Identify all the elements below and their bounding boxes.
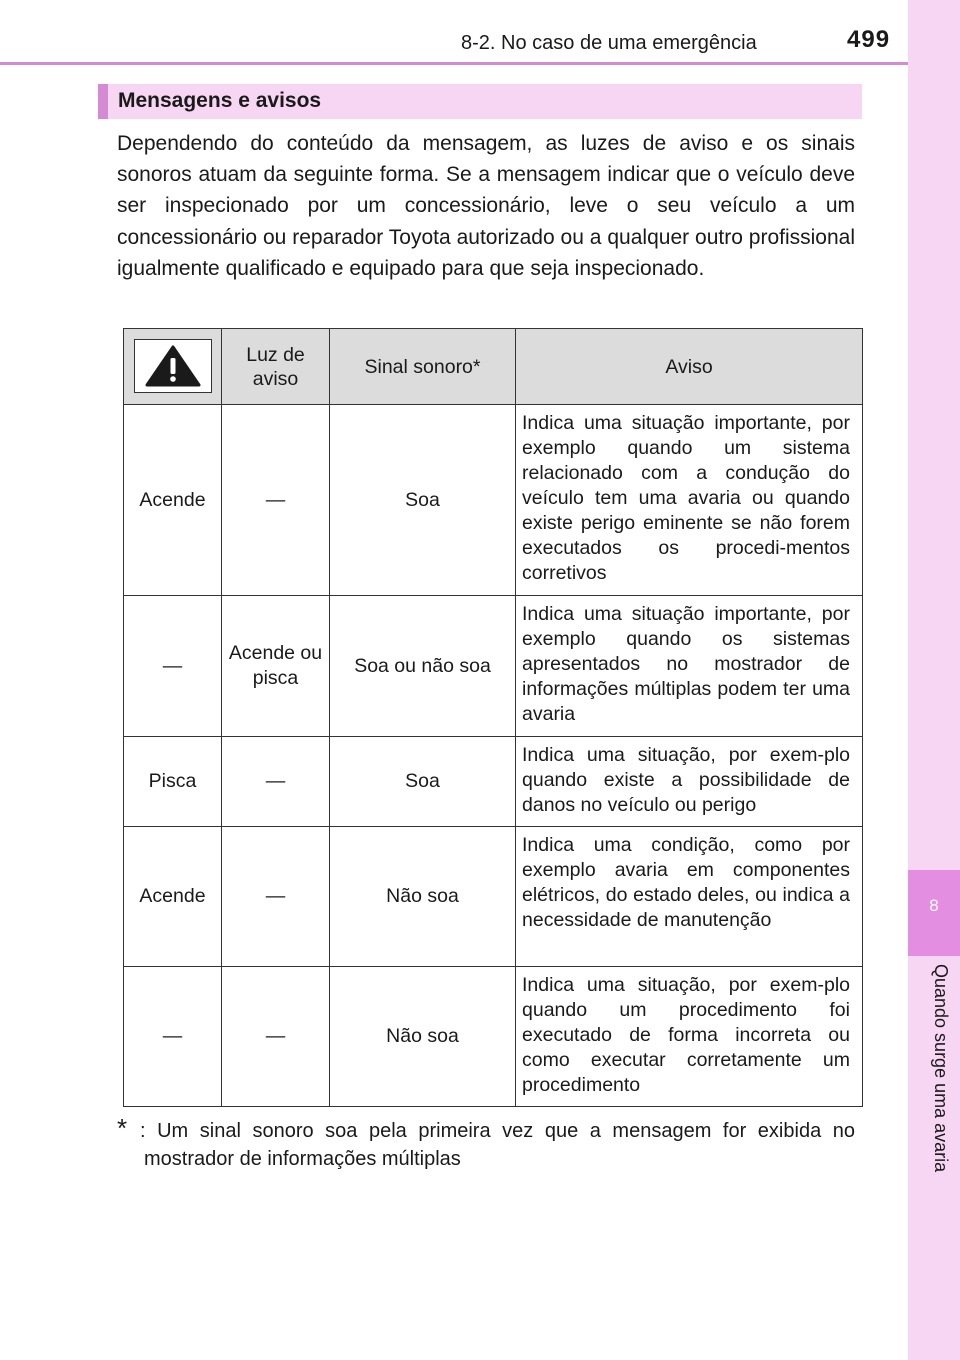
chapter-number-tab xyxy=(908,870,960,956)
notice-cell: Indica uma situação importante, por exemplo quando um sistema relacionado com a condução do veículo tem uma avaria ou quando existe perigo eminente se não forem executados os procedi-mentos corretivos xyxy=(516,405,863,596)
intro-paragraph: Dependendo do conteúdo da mensagem, as luzes de aviso e os sinais sonoros atuam da seguinte forma. Se a mensagem indicar que o veículo deve ser inspecionado por um concessionário, leve o seu veículo a um concessionário ou reparador Toyota autorizado ou a qualquer outro profissional igualmente qualificado e equipado para que seja inspecionado. xyxy=(117,132,855,280)
buzzer-cell: Não soa xyxy=(330,967,516,1107)
table-header-row xyxy=(124,329,863,405)
table-row xyxy=(124,405,863,596)
header-buzzer: Sinal sonoro* xyxy=(330,329,516,405)
chapter-number: 8 xyxy=(929,896,939,915)
table-row xyxy=(124,827,863,967)
notice-cell: Indica uma situação, por exem-plo quando um procedimento foi executado de forma incorreta ou como executar corretamente um procedimento xyxy=(516,967,863,1107)
light-cell: Acende ou pisca xyxy=(222,596,330,737)
header-light: Luz de aviso xyxy=(222,329,330,405)
light-cell: — xyxy=(222,967,330,1107)
footnote-marker: * xyxy=(117,1113,128,1143)
footnote xyxy=(117,1113,855,1173)
chapter-title: 8-2. No caso de uma emergência xyxy=(461,32,757,54)
footnote-text: : Um sinal sonoro soa pela primeira vez que a mensagem for exibida no mostrador de informações múltiplas xyxy=(140,1120,855,1170)
chapter-label: Quando surge uma avaria xyxy=(931,964,951,1173)
warning-table xyxy=(123,328,863,1107)
table-row xyxy=(124,596,863,737)
notice-cell: Indica uma situação importante, por exemplo quando os sistemas apresentados no mostrador de informações múltiplas podem ter uma avaria xyxy=(516,596,863,737)
page-header xyxy=(0,0,908,66)
notice-cell: Indica uma situação, por exem-plo quando existe a possibilidade de danos no veículo ou perigo xyxy=(516,737,863,827)
buzzer-cell: Soa xyxy=(330,737,516,827)
section-heading xyxy=(98,84,862,119)
header-icon-cell xyxy=(124,329,222,405)
notice-cell: Indica uma condição, como por exemplo avaria em componentes elétricos, do estado deles, ou indica a necessidade de manutenção xyxy=(516,827,863,967)
light-cell: — xyxy=(222,827,330,967)
section-heading-text: Mensagens e avisos xyxy=(118,89,322,112)
warning-triangle-icon xyxy=(134,339,212,393)
icon-state-cell: Acende xyxy=(124,827,222,967)
page-number: 499 xyxy=(847,26,891,53)
icon-state-cell: — xyxy=(124,967,222,1107)
light-cell: — xyxy=(222,405,330,596)
header-notice: Aviso xyxy=(516,329,863,405)
icon-state-cell: — xyxy=(124,596,222,737)
icon-state-cell: Pisca xyxy=(124,737,222,827)
buzzer-cell: Soa ou não soa xyxy=(330,596,516,737)
light-cell: — xyxy=(222,737,330,827)
table-row xyxy=(124,737,863,827)
buzzer-cell: Soa xyxy=(330,405,516,596)
header-divider xyxy=(0,62,908,65)
buzzer-cell: Não soa xyxy=(330,827,516,967)
icon-state-cell: Acende xyxy=(124,405,222,596)
table-row xyxy=(124,967,863,1107)
